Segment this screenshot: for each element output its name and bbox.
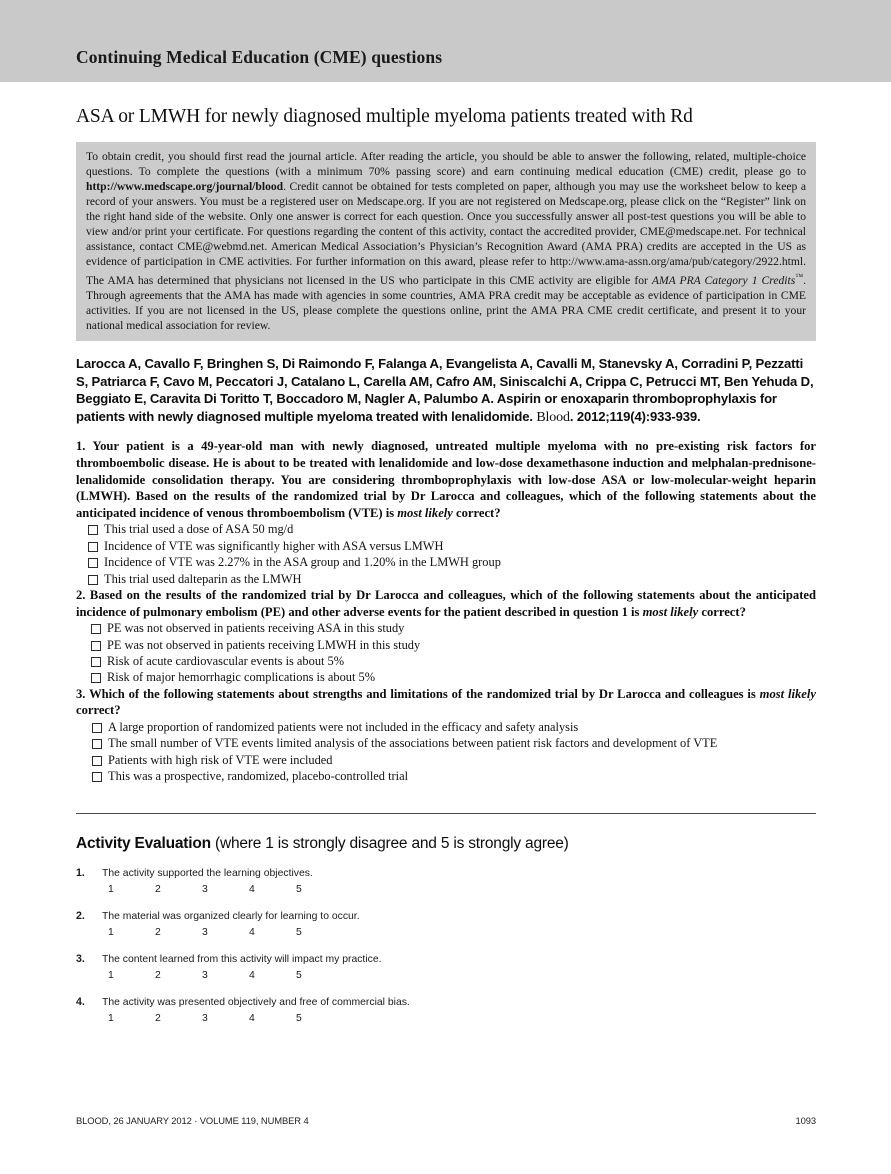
evaluation-item-4: [76, 996, 816, 1024]
question-block-2: [76, 587, 816, 686]
option-2-d[interactable]: [76, 669, 816, 685]
evaluation-item-number: 1.: [76, 866, 85, 879]
option-2-c[interactable]: [76, 653, 816, 669]
evaluation-item-2: [76, 910, 816, 938]
checkbox-icon[interactable]: [88, 525, 98, 535]
evaluation-item-number: 4.: [76, 995, 85, 1008]
evaluation-item-1: [76, 867, 816, 895]
evaluation-item-text: The content learned from this activity will impact my practice.: [102, 953, 382, 965]
cme-questions: [76, 438, 816, 784]
option-1-a[interactable]: [76, 521, 816, 537]
activity-evaluation-heading: [76, 835, 816, 853]
option-1-d[interactable]: [76, 571, 816, 587]
question-block-1: [76, 438, 816, 587]
question-2-italic-most-likely: most likely: [642, 604, 699, 619]
footer-page-number: 1093: [795, 1115, 816, 1126]
option-3-b[interactable]: [76, 735, 816, 751]
evaluation-item-number: 3.: [76, 952, 85, 965]
question-2-text-post: correct?: [698, 604, 746, 619]
evaluation-subtitle: (where 1 is strongly disagree and 5 is strongly agree): [210, 834, 569, 852]
scale-option-3[interactable]: 3: [202, 1012, 208, 1024]
checkbox-icon[interactable]: [88, 542, 98, 552]
question-stem-2: [76, 587, 816, 620]
question-1-text-pre: 1. Your patient is a 49-year-old man with newly diagnosed, untreated multiple myeloma with no pre-existing risk factors for thromboembolic disease. He is about to be treated with lenalidomide and low-dose dexamethasone induction and melphalan-prednisone-lenalidomide consolidation therapy. You are considering thromboprophylaxis with low-dose ASA or low-molecular-weight heparin (LMWH). Based on the results of the randomized trial by Dr Larocca and colleagues, which of the following statements about the anticipated incidence of venous thromboembolism (VTE) is: [76, 439, 816, 520]
scale-option-4[interactable]: 4: [249, 969, 255, 981]
option-2-a[interactable]: [76, 620, 816, 636]
checkbox-icon[interactable]: [88, 558, 98, 568]
page-footer: [76, 1115, 816, 1126]
section-divider: [76, 813, 816, 814]
scale-option-3[interactable]: 3: [202, 883, 208, 895]
evaluation-title: Activity Evaluation: [76, 834, 211, 852]
question-stem-1: [76, 438, 816, 521]
option-label: Risk of acute cardiovascular events is about 5%: [107, 654, 345, 669]
scale-option-5[interactable]: 5: [296, 926, 302, 938]
scale-option-3[interactable]: 3: [202, 969, 208, 981]
evaluation-scale-3: [76, 970, 816, 981]
question-3-text-pre: 3. Which of the following statements about strengths and limitations of the randomized trial by Dr Larocca and colleagues is: [76, 686, 760, 701]
evaluation-question-row: [76, 867, 816, 879]
scale-option-4[interactable]: 4: [249, 926, 255, 938]
scale-option-4[interactable]: 4: [249, 1012, 255, 1024]
checkbox-icon[interactable]: [92, 772, 102, 782]
checkbox-icon[interactable]: [88, 575, 98, 585]
option-label: Incidence of VTE was significantly higher with ASA versus LMWH: [104, 538, 444, 553]
evaluation-scale-2: [76, 927, 816, 938]
evaluation-question-row: [76, 953, 816, 965]
evaluation-item-text: The activity was presented objectively and free of commercial bias.: [102, 996, 410, 1008]
option-label: Risk of major hemorrhagic complications is about 5%: [107, 670, 376, 685]
evaluation-item-3: [76, 953, 816, 981]
checkbox-icon[interactable]: [92, 723, 102, 733]
option-1-b[interactable]: [76, 538, 816, 554]
scale-option-1[interactable]: 1: [108, 926, 114, 938]
scale-option-3[interactable]: 3: [202, 926, 208, 938]
checkbox-icon[interactable]: [91, 657, 101, 667]
scale-option-5[interactable]: 5: [296, 883, 302, 895]
article-citation: [76, 355, 816, 426]
instructions-part-1: To obtain credit, you should first read the journal article. After reading the article, you should be able to answer the following, related, multiple-choice questions. To complete the questions (with a minimum 70% passing score) and earn continuing medical education (CME) credit, please go to: [86, 150, 806, 179]
evaluation-item-text: The material was organized clearly for learning to occur.: [102, 910, 360, 922]
evaluation-question-row: [76, 996, 816, 1008]
option-label: PE was not observed in patients receiving ASA in this study: [107, 621, 405, 636]
evaluation-item-number: 2.: [76, 909, 85, 922]
option-label: A large proportion of randomized patients were not included in the efficacy and safety analysis: [108, 720, 579, 735]
question-3-italic-most-likely: most likely: [759, 686, 816, 701]
option-2-b[interactable]: [76, 637, 816, 653]
scale-option-2[interactable]: 2: [155, 969, 161, 981]
citation-reference: . 2012;119(4):933-939.: [569, 408, 701, 424]
scale-option-5[interactable]: 5: [296, 1012, 302, 1024]
option-label: The small number of VTE events limited analysis of the associations between patient risk factors and development of VTE: [108, 736, 718, 751]
question-1-text-post: correct?: [452, 505, 501, 520]
option-3-d[interactable]: [76, 768, 816, 784]
article-title: ASA or LMWH for newly diagnosed multiple myeloma patients treated with Rd: [76, 106, 693, 127]
medscape-journal-url[interactable]: http://www.medscape.org/journal/blood: [86, 180, 284, 194]
scale-option-2[interactable]: 2: [155, 926, 161, 938]
question-1-italic-most-likely: most likely: [397, 505, 453, 520]
option-3-a[interactable]: [76, 719, 816, 735]
option-1-c[interactable]: [76, 554, 816, 570]
checkbox-icon[interactable]: [91, 673, 101, 683]
ama-pra-credit-italic: AMA PRA Category 1 Credits: [651, 274, 796, 288]
question-1-options: [76, 521, 816, 587]
scale-option-5[interactable]: 5: [296, 969, 302, 981]
option-label: Incidence of VTE was 2.27% in the ASA group and 1.20% in the LMWH group: [104, 555, 501, 570]
scale-option-2[interactable]: 2: [155, 1012, 161, 1024]
citation-journal-name: Blood: [536, 409, 570, 425]
page-content-column: [76, 82, 816, 1024]
instructions-part-3: . Through agreements that the AMA has made with agencies in some countries, AMA PRA credit may be acceptable as evidence of participation in CME activities. If you are not licensed in the US, please complete the questions online, print the AMA PRA CME credit certificate, and present it to your national medical association for review.: [86, 274, 806, 333]
option-label: This trial used dalteparin as the LMWH: [104, 571, 302, 586]
option-label: PE was not observed in patients receiving LMWH in this study: [107, 637, 421, 652]
citation-authors-and-title: Larocca A, Cavallo F, Bringhen S, Di Raimondo F, Falanga A, Evangelista A, Cavalli M, Stanevsky A, Corradini P, Pezzatti S, Patriarca F, Cavo M, Peccatori J, Catalano L, Carella AM, Cafro AM, Siniscalchi A, Crippa C, Petrucci MT, Ben Yehuda D, Beggiato E, Caravita Di Toritto T, Boccadoro M, Nagler A, Palumbo A. Aspirin or enoxaparin thromboprophylaxis for patients with newly diagnosed multiple myeloma treated with lenalidomide.: [76, 356, 814, 424]
option-label: Patients with high risk of VTE were included: [108, 752, 333, 767]
scale-option-1[interactable]: 1: [108, 969, 114, 981]
option-label: This was a prospective, randomized, placebo-controlled trial: [108, 769, 409, 784]
question-stem-3: [76, 686, 816, 719]
running-head-band: [0, 0, 891, 82]
cme-instructions-box: [76, 142, 816, 341]
running-head-title: Continuing Medical Education (CME) questions: [76, 47, 443, 67]
checkbox-icon[interactable]: [91, 641, 101, 651]
scale-option-4[interactable]: 4: [249, 883, 255, 895]
trademark-symbol: ™: [795, 272, 804, 282]
question-block-3: [76, 686, 816, 785]
scale-option-1[interactable]: 1: [108, 883, 114, 895]
cme-instructions-text: [86, 149, 806, 333]
evaluation-question-row: [76, 910, 816, 922]
checkbox-icon[interactable]: [92, 739, 102, 749]
option-label: This trial used a dose of ASA 50 mg/d: [104, 522, 294, 537]
question-2-options: [76, 620, 816, 686]
option-3-c[interactable]: [76, 752, 816, 768]
evaluation-scale-4: [76, 1013, 816, 1024]
question-2-text-pre: 2. Based on the results of the randomized trial by Dr Larocca and colleagues, which of the following statements about the anticipated incidence of pulmonary embolism (PE) and other adverse events for the patient described in question 1 is: [76, 588, 816, 619]
instructions-part-2: . Credit cannot be obtained for tests completed on paper, although you may use the worksheet below to keep a record of your answers. You must be a registered user on Medscape.org. If you are not registered on Medscape.org, please click on the “Register” link on the right hand side of the website. Only one answer is correct for each question. Once you successfully answer all post-test questions you will be able to view and/or print your certificate. For questions regarding the content of this activity, contact the accredited provider, CME@medscape.net. For technical assistance, contact CME@webmd.net. American Medical Association’s Physician’s Recognition Award (AMA PRA) credits are accepted in the US as evidence of participation in CME activities. For further information on this award, please refer to http://www.ama-assn.org/ama/pub/category/2922.html. The AMA has determined that physicians not licensed in the US who participate in this CME activity are eligible for: [86, 180, 806, 288]
evaluation-item-text: The activity supported the learning objectives.: [102, 867, 313, 879]
question-3-text-post: correct?: [76, 703, 121, 718]
checkbox-icon[interactable]: [91, 624, 101, 634]
evaluation-scale-1: [76, 884, 816, 895]
checkbox-icon[interactable]: [92, 756, 102, 766]
question-3-options: [76, 719, 816, 785]
scale-option-2[interactable]: 2: [155, 883, 161, 895]
scale-option-1[interactable]: 1: [108, 1012, 114, 1024]
footer-journal-info: BLOOD, 26 JANUARY 2012 · VOLUME 119, NUMBER 4: [76, 1115, 309, 1126]
